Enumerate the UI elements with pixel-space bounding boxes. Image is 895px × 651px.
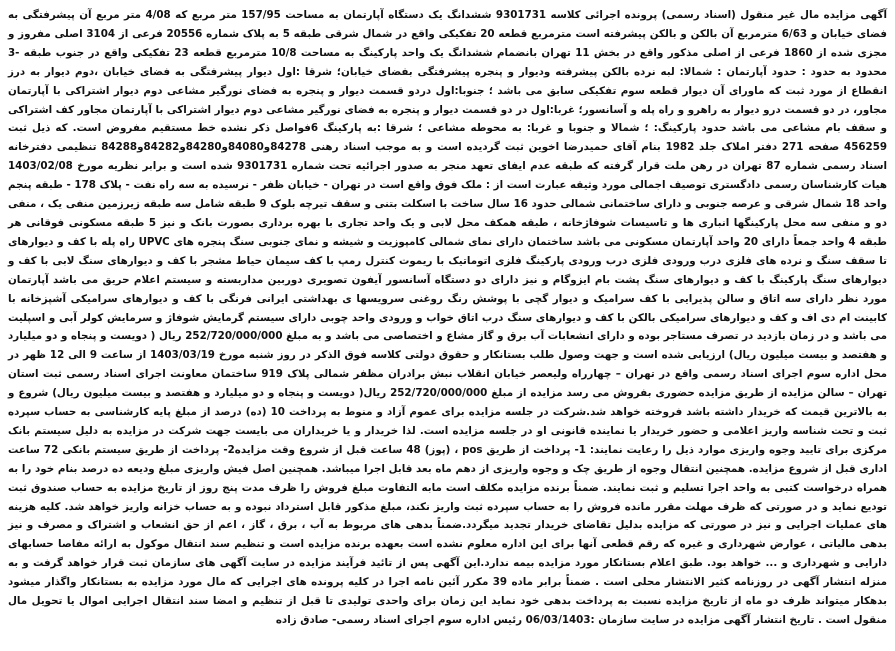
notice-body: آگهی مزایده مال غیر منقول (اسناد رسمی) پرونده اجرائی کلاسه 9301731 ششدانگ یک دستگاه آپارتمان به مساحت 157/95 متر مربع که 4/08 متر مربع آن پیشرفتگی به فضای خیابان و 6/63 مترمربع آن بالکن و بالکن پیشرفته است مترمربع قطعه 20 تفکیکی واقع در شمال شرقی طبقه 5 به پلاک شماره 20556 فرعی از 3104 اصلی مفروز و مجزی شده از 1860 فرعی از اصلی مذکور واقع در بخش 11 تهران بانضمام ششدانگ یک واحد پارکینگ به مساحت 10/8 مترمربع قطعه 23 تفکیکی واقع در جنوب طبقه -3 محدود به حدود : حدود آپارتمان : شمالا: لبه نرده بالکن پیشرفته ودیوار و پنجره پیشرفتگی بفضای خیابان؛ شرقا :اول دیوار پیشرفتگی به فضای خیابان ،دوم دیوار به درز انقطاع از مورد ثبت که ماورای آن دیوار قطعه سوم تفکیکی سابق می باشد ؛ جنوبا:اول دردو قسمت دیوار و پنجره به فضای نورگیر مشاعی دوم دیوار اشتراکی با آپارتمان مجاور، در دو قسمت درو دیوار به راهرو و راه پله و آسانسور؛ غربا:اول در دو قسمت دیوار و پنجره به فضای نورگیر مشاعی دوم دیوار اشتراکی با آپارتمان مجاور کف اشتراکی و سقف بام مشاعی می باشد حدود پارکینگ: ؛ شمالا و جنوبا و غربا: به محوطه مشاعی ؛ شرقا :به پارکینگ 6فواصل ذکر نشده خط مستقیم مفروض است. که ذیل ثبت 456259 صفحه 271 دفتر املاک جلد 1982 بنام آقای حمیدرضا اخوین ثبت گردیده است و به موجب اسناد رهنی 84278و84080و84280و84282و84288 تنظیمی دفترخانه اسناد رسمی شماره 87 تهران در رهن ملت قرار گرفته که طبقه عدم ایفای تعهد منجر به صدور اجرائیه تحت شماره 9301731 شده است و برابر نظریه مورخ 1403/02/08 هیات کارشناسان رسمی دادگستری توصیف اجمالی مورد وثیقه عبارت است از : ملک فوق واقع است در تهران - خیابان ظفر - نرسیده به سه راه نفت - پلاک 178 - طبقه پنجم واحد 18 شمال شرقی و عرصه جنوبی و دارای ساختمانی شمالی حدود 16 سال ساخت با اسکلت بتنی و سقف تیرچه بلوک 9 طبقه شامل سه طبقه زیرزمین منفی یک ، منفی دو و منفی سه محل پارکینگها انباری ها و تاسیسات شوفاژخانه ، طبقه همکف محل لابی و یک واحد تجاری با بهره برداری بصورت بانک و نیز 5 طبقه مسکونی فوقانی هر طبقه 4 واحد جمعاً دارای 20 واحد آپارتمان مسکونی می باشد ساختمان دارای نمای شمالی کامپوزیت و شیشه و نمای جنوبی سنگ پنجره های UPVC راه پله با کف و دیوارهای تا سقف سنگ و نرده های فلزی درب ورودی فلزی درب ورودی پارکینگ فلزی اتوماتیک با ریموت کنترل رمپ با کف سیمان حیاط مشجر با کف و دیوارهای سنگ لابی با کف و دیوارهای سنگ پارکینگ با کف و دیوارهای سنگ پشت بام ایزوگام و نیز دارای دو دستگاه آسانسور آیفون تصویری دوربین مداربسته و سیستم اعلام حریق می باشد آپارتمان مورد نظر دارای سه اتاق و سالن پذیرایی با کف سرامیک و دیوار گچی با پوشش رنگ روغنی سرویسها ی بهداشتی ایرانی فرنگی با کف و دیوارهای سرامیکی آشپزخانه با کابینت ام دی اف و کف و دیوارهای سرامیکی بالکن با کف و دیوارهای سنگ درب اتاق خواب و ورودی واحد چوبی دارای سیستم گرمایش شوفاژ و سرمایش کولر آبی و اسپلیت می باشد و در زمان بازدید در تصرف مستاجر بوده و دارای انشعابات آب برق و گاز مشاع و اختصاصی می باشد و به مبلغ 252/720/000/000 ریال ( دویست و پنجاه و دو میلیارد و هفتصد و بیست میلیون ریال) ارزیابی شده است و جهت وصول طلب بستانکار و حقوق دولتی کلاسه فوق الذکر در روز شنبه مورخ 1403/03/19 از ساعت 9 الی 12 ظهر در محل اداره سوم اجرای اسناد رسمی واقع در تهران – چهارراه ولیعصر خیابان انقلاب نبش برادران مظفر شمالی پلاک 919 ساختمان معاونت اجرای اسناد رسمی ثبت استان تهران – سالن مزایده از طریق مزایده حضوری بفروش می رسد مزایده از مبلغ 252/720/000/000 ریال( دویست و پنجاه و دو میلیارد و هفتصد و بیست میلیون ریال) شروع و به بالاترین قیمت که خریدار داشته باشد فروخته خواهد شد.شرکت در جلسه مزایده برای عموم آزاد و منوط به پرداخت 10 (ده) درصد از مبلغ پایه کارشناسی به حساب سپرده ثبت و تحت شناسه واریز اعلامی و حضور خریدار یا نماینده قانونی او در جلسه مزایده است. لذا خریدار و یا خریداران می بایست جهت شرکت در مزایده به دلیل سیستم بانک مرکزی برای تایید وجوه واریزی موارد ذیل را رعایت نمایند: 1- پرداخت از طریق pos ، (پوز) 48 ساعت قبل از شروع وقت مزایده2- پرداخت از طریق سیستم بانکی 72 ساعت اداری قبل از شروع مزایده. همچنین انتقال وجوه از طریق چک و وجوه واریزی از دهم ماه بعد قابل اجرا میباشد. همچنین اصل فیش واریزی مبلغ ودیعه ده درصد بنام خود را به همراه درخواست کتبی به واحد اجرا تسلیم و ثبت نمایند. ضمناً برنده مزایده مکلف است مابه التفاوت مبلغ فروش را ظرف مدت پنج روز از تاریخ مزایده به حساب صندوق ثبت تودیع نماید و در صورتی که ظرف مهلت مقرر مانده فروش را به حساب سپرده ثبت واریز نکند، مبلغ مذکور قابل استرداد نبوده و به حساب خزانه واریز خواهد شد. کلیه هزینه های عملیات اجرایی و نیز در صورتی که مزایده بدلیل تقاضای خریدار تجدید میگردد.ضمناً بدهی های مربوط به آب ، برق ، گاز ، اعم از حق انشعاب و اشتراک و مصرف و نیز بدهی مالیاتی ، عوارض شهرداری و غیره که رقم قطعی آنها برای این اداره معلوم نشده است بعهده برنده مزایده است و تنظیم سند انتقال موکول به ارائه مفاصا حسابهای دارایی و شهرداری و ... خواهد بود. طبق اعلام بستانکار مورد مزایده بیمه ندارد.این آگهی پس از تائید فرآیند مزایده در سایت آگهی های سازمان ثبت قرار خواهد گرفت و به منزله انتشار آگهی در روزنامه کثیر الانتشار محلی است . ضمناً برابر ماده 39 مکرر آئین نامه اجرا در کلیه پرونده های اجرایی که مال مورد مزایده به بستانکار واگذار میشود بدهکار میتواند ظرف دو ماه از تاریخ مزایده نسبت به پرداخت بدهی خود نماید این زمان برای واحدی تولیدی تا قبل از تنظیم و امضا سند انتقال اجرایی اموال یا تحویل مال منقول است . تاریخ انتشار آگهی مزایده در سایت سازمان :06/03/1403 رئیس اداره سوم اجرای اسناد رسمی- صادق زاده <box>8 9 888 626</box>
